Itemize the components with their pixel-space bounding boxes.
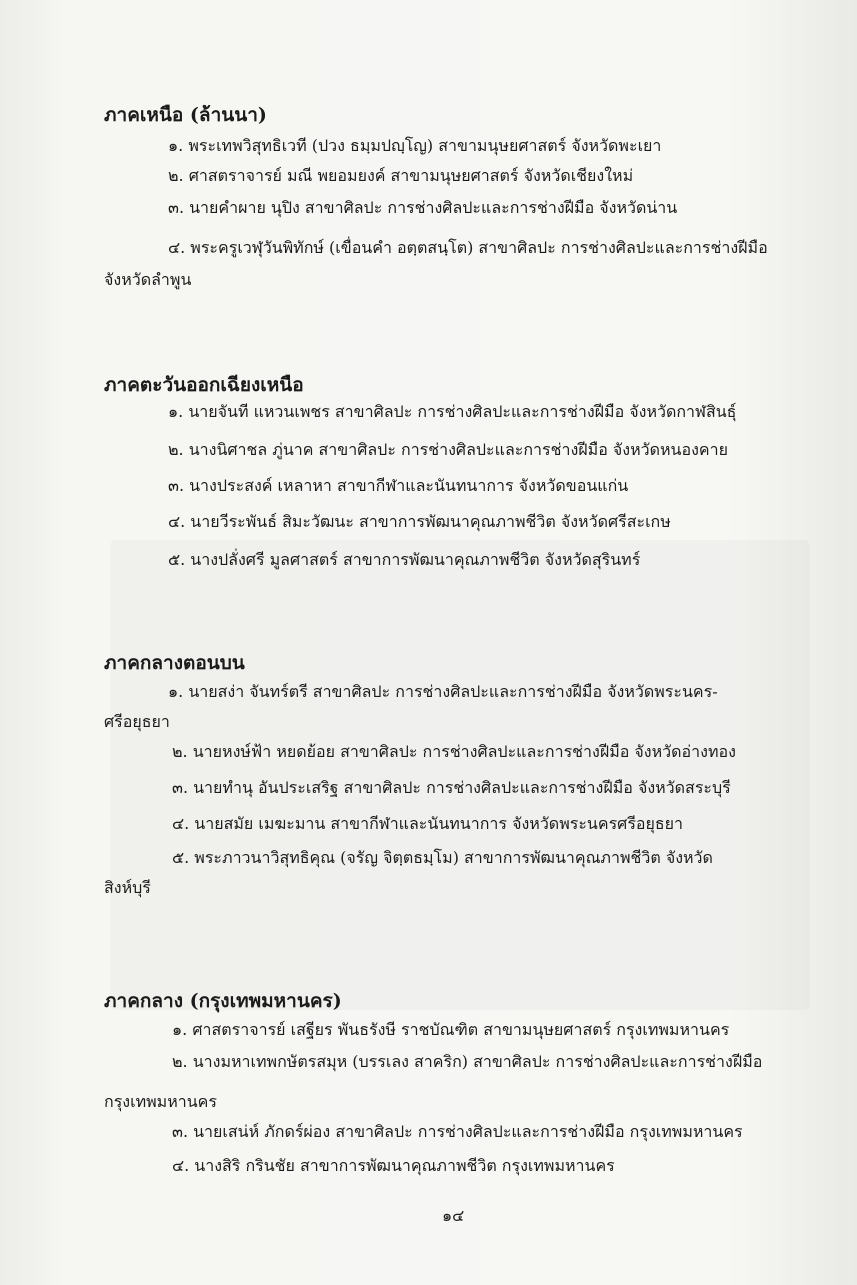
list-item: ๔. นางสิริ กรินชัย สาขาการพัฒนาคุณภาพชีวิต กรุงเทพมหานคร [172,1156,615,1175]
list-item-continuation: กรุงเทพมหานคร [104,1092,217,1111]
list-item: ๑. ศาสตราจารย์ เสฐียร พันธรังษี ราชบัณฑิต สาขามนุษยศาสตร์ กรุงเทพมหานคร [172,1020,730,1039]
list-item: ๔. นายสมัย เมฆะมาน สาขากีฬาและนันทนาการ จังหวัดพระนครศรีอยุธยา [172,814,684,833]
list-item: ๒. นายหงษ์ฟ้า หยดย้อย สาขาศิลปะ การช่างศิลปะและการช่างฝีมือ จังหวัดอ่างทอง [172,742,736,761]
list-item: ๑. นายจันที แหวนเพชร สาขาศิลปะ การช่างศิลปะและการช่างฝีมือ จังหวัดกาฬสินธุ์ [168,402,737,421]
section-heading-upper-central: ภาคกลางตอนบน [104,652,245,674]
list-item: ๒. ศาสตราจารย์ มณี พยอมยงค์ สาขามนุษยศาสตร์ จังหวัดเชียงใหม่ [168,166,634,185]
list-item: ๕. นางปลั่งศรี มูลศาสตร์ สาขาการพัฒนาคุณภาพชีวิต จังหวัดสุรินทร์ [168,550,641,569]
list-item: ๓. นายทำนุ อันประเสริฐ สาขาศิลปะ การช่างศิลปะและการช่างฝีมือ จังหวัดสระบุรี [172,778,731,797]
list-item: ๕. พระภาวนาวิสุทธิคุณ (จรัญ จิตฺตธมฺโม) สาขาการพัฒนาคุณภาพชีวิต จังหวัด [172,848,713,867]
bleed-through-shadow [110,540,810,1010]
list-item: ๑. พระเทพวิสุทธิเวที (ปวง ธมฺมปญฺโญ) สาขามนุษยศาสตร์ จังหวัดพะเยา [168,136,662,155]
list-item-continuation: สิงห์บุรี [104,878,151,897]
section-heading-north: ภาคเหนือ (ล้านนา) [104,104,267,126]
section-heading-northeast: ภาคตะวันออกเฉียงเหนือ [104,374,304,396]
list-item: ๓. นายเสน่ห์ ภักดร์ผ่อง สาขาศิลปะ การช่างศิลปะและการช่างฝีมือ กรุงเทพมหานคร [172,1122,743,1141]
list-item-continuation: จังหวัดลำพูน [104,270,192,289]
list-item: ๔. พระครูเวฬุวันพิทักษ์ (เขื่อนคำ อตฺตสนฺโต) สาขาศิลปะ การช่างศิลปะและการช่างฝีมือ [168,238,768,257]
list-item: ๑. นายสง่า จันทร์ตรี สาขาศิลปะ การช่างศิลปะและการช่างฝีมือ จังหวัดพระนคร- [168,682,718,701]
list-item: ๓. นางประสงค์ เหลาหา สาขากีฬาและนันทนาการ จังหวัดขอนแก่น [168,476,629,495]
page-number: ๑๔ [442,1206,465,1225]
list-item-continuation: ศรีอยุธยา [104,712,170,731]
list-item: ๔. นายวีระพันธ์ สิมะวัฒนะ สาขาการพัฒนาคุณภาพชีวิต จังหวัดศรีสะเกษ [168,512,671,531]
list-item: ๒. นางนิศาชล ภู่นาค สาขาศิลปะ การช่างศิลปะและการช่างฝีมือ จังหวัดหนองคาย [168,440,728,459]
section-heading-central-bangkok: ภาคกลาง (กรุงเทพมหานคร) [104,990,342,1012]
list-item: ๓. นายคำผาย นุปิง สาขาศิลปะ การช่างศิลปะและการช่างฝีมือ จังหวัดน่าน [168,198,678,217]
list-item: ๒. นางมหาเทพกษัตรสมุห (บรรเลง สาคริก) สาขาศิลปะ การช่างศิลปะและการช่างฝีมือ [172,1052,763,1071]
